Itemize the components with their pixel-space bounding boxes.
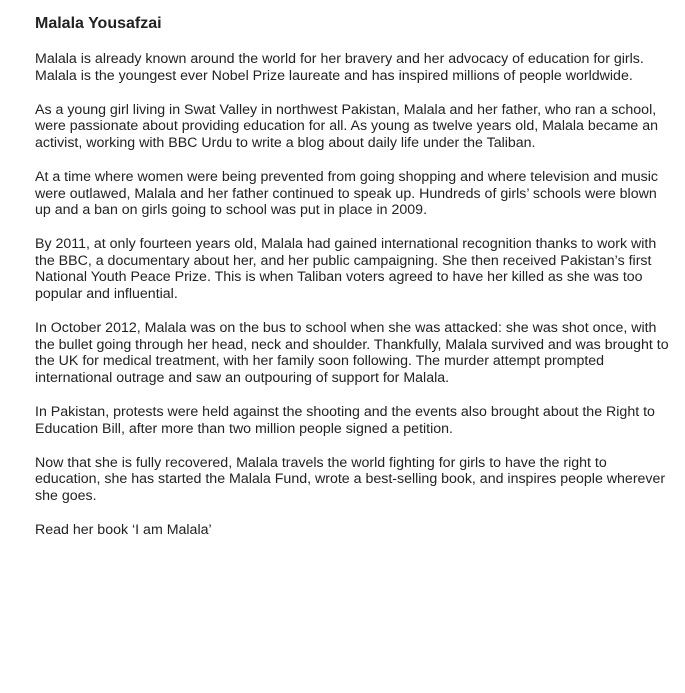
paragraph-recognition: By 2011, at only fourteen years old, Malala had gained international recognition thanks to work with the BBC, a documentary about her, and her public campaigning. She then received Pakistan’s first National Youth Peace Prize. This is when Taliban voters agreed to have her killed as she was too popular and influential.	[35, 236, 657, 303]
paragraph-book: Read her book ‘I am Malala’	[35, 521, 212, 538]
paragraph-early-life: As a young girl living in Swat Valley in northwest Pakistan, Malala and her father, who ran a school, were passionate about providing education for all. As young as twelve years old, Malala became an activist, working with BBC Urdu to write a blog about daily life under the Taliban.	[35, 101, 659, 151]
document-body	[35, 14, 675, 556]
paragraph-recovery: Now that she is fully recovered, Malala travels the world fighting for girls to have the right to education, she has started the Malala Fund, wrote a best-selling book, and inspires people wherever she goes.	[35, 454, 666, 504]
paragraph-intro: Malala is already known around the world for her bravery and her advocacy of education for girls. Malala is the youngest ever Nobel Prize laureate and has inspired millions of people worldwide.	[35, 51, 644, 84]
paragraph-taliban-ban: At a time where women were being prevented from going shopping and where television and music were outlawed, Malala and her father continued to speak up. Hundreds of girls’ schools were blown up and a ban on girls going to school was put in place in 2009.	[35, 168, 659, 219]
page-title: Malala Yousafzai	[35, 15, 162, 32]
paragraph-attack: In October 2012, Malala was on the bus to school when she was attacked: she was shot once, with the bullet going through her head, neck and shoulder. Thankfully, Malala survived and was brought to the UK for medical treatment, with her family soon following. The murder attempt prompted international outrage and saw an outpouring of support for Malala.	[35, 320, 669, 386]
paragraph-protests: In Pakistan, protests were held against the shooting and the events also brought about the Right to Education Bill, after more than two million people signed a petition.	[35, 404, 655, 437]
